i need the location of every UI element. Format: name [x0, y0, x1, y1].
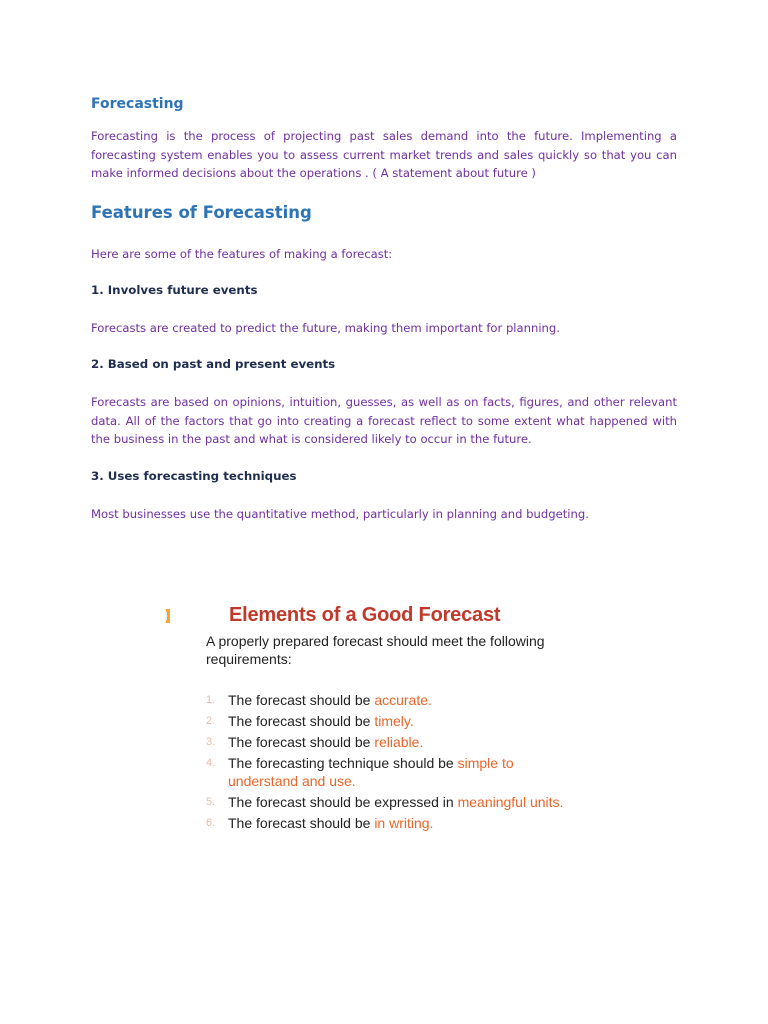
item-highlight: simple to understand and use.: [228, 755, 514, 789]
item-highlight: timely.: [374, 713, 414, 729]
forecasting-definition: Forecasting is the process of projecting past sales demand into the future. Implementing a forecasting system enables you to assess current market trends and sales quickly so that you can make informed decisions about the operations . ( A statement about future ): [91, 129, 677, 180]
feature-text-1: Forecasts are created to predict the future, making them important for planning.: [91, 321, 560, 335]
figure-intro: A properly prepared forecast should meet the following requirements:: [206, 633, 545, 667]
features-heading: Features of Forecasting: [91, 203, 312, 222]
forecasting-heading: Forecasting: [91, 96, 184, 112]
requirements-list: [206, 692, 586, 836]
list-item: [206, 755, 528, 790]
item-text: The forecast should be: [228, 814, 375, 831]
feature-title-3: 3. Uses forecasting techniques: [91, 469, 297, 483]
list-number: 5.: [206, 795, 216, 808]
list-number: 4.: [206, 757, 216, 769]
list-number: 6.: [206, 816, 216, 829]
figure-title: Elements of a Good Forecast: [229, 604, 501, 626]
item-text: The forecasting technique should be: [228, 755, 458, 771]
feature-title-2: 2. Based on past and present events: [91, 357, 336, 371]
elements-figure: [162, 600, 592, 840]
item-text: The forecast should be: [228, 713, 375, 729]
list-item: [206, 692, 586, 710]
list-number: 3.: [206, 736, 216, 748]
item-highlight: meaningful units.: [457, 793, 564, 810]
item-text: The forecast should be expressed in: [228, 793, 458, 810]
feature-title-1: 1. Involves future events: [91, 283, 258, 297]
item-highlight: reliable.: [374, 734, 424, 750]
list-number: 2.: [206, 715, 216, 727]
item-highlight: in writing.: [374, 814, 434, 831]
item-text: The forecast should be: [228, 734, 375, 750]
item-text: The forecast should be: [228, 692, 375, 708]
feature-text-2: Forecasts are based on opinions, intuition, guesses, as well as on facts, figures, and other relevant data. All of the factors that go into creating a forecast reflect to some extent what happened with the business in the past and what is considered likely to occur in the future.: [91, 395, 677, 446]
list-item: [206, 713, 586, 731]
feature-text-3: Most businesses use the quantitative method, particularly in planning and budgeting.: [91, 507, 589, 521]
bracket-marker-icon: [166, 609, 170, 623]
item-highlight: accurate.: [374, 692, 432, 708]
list-item: [206, 794, 586, 812]
list-number: 1.: [206, 694, 216, 706]
features-lead: Here are some of the features of making a forecast:: [91, 247, 393, 261]
list-item: [206, 734, 586, 752]
list-item: [206, 815, 586, 833]
